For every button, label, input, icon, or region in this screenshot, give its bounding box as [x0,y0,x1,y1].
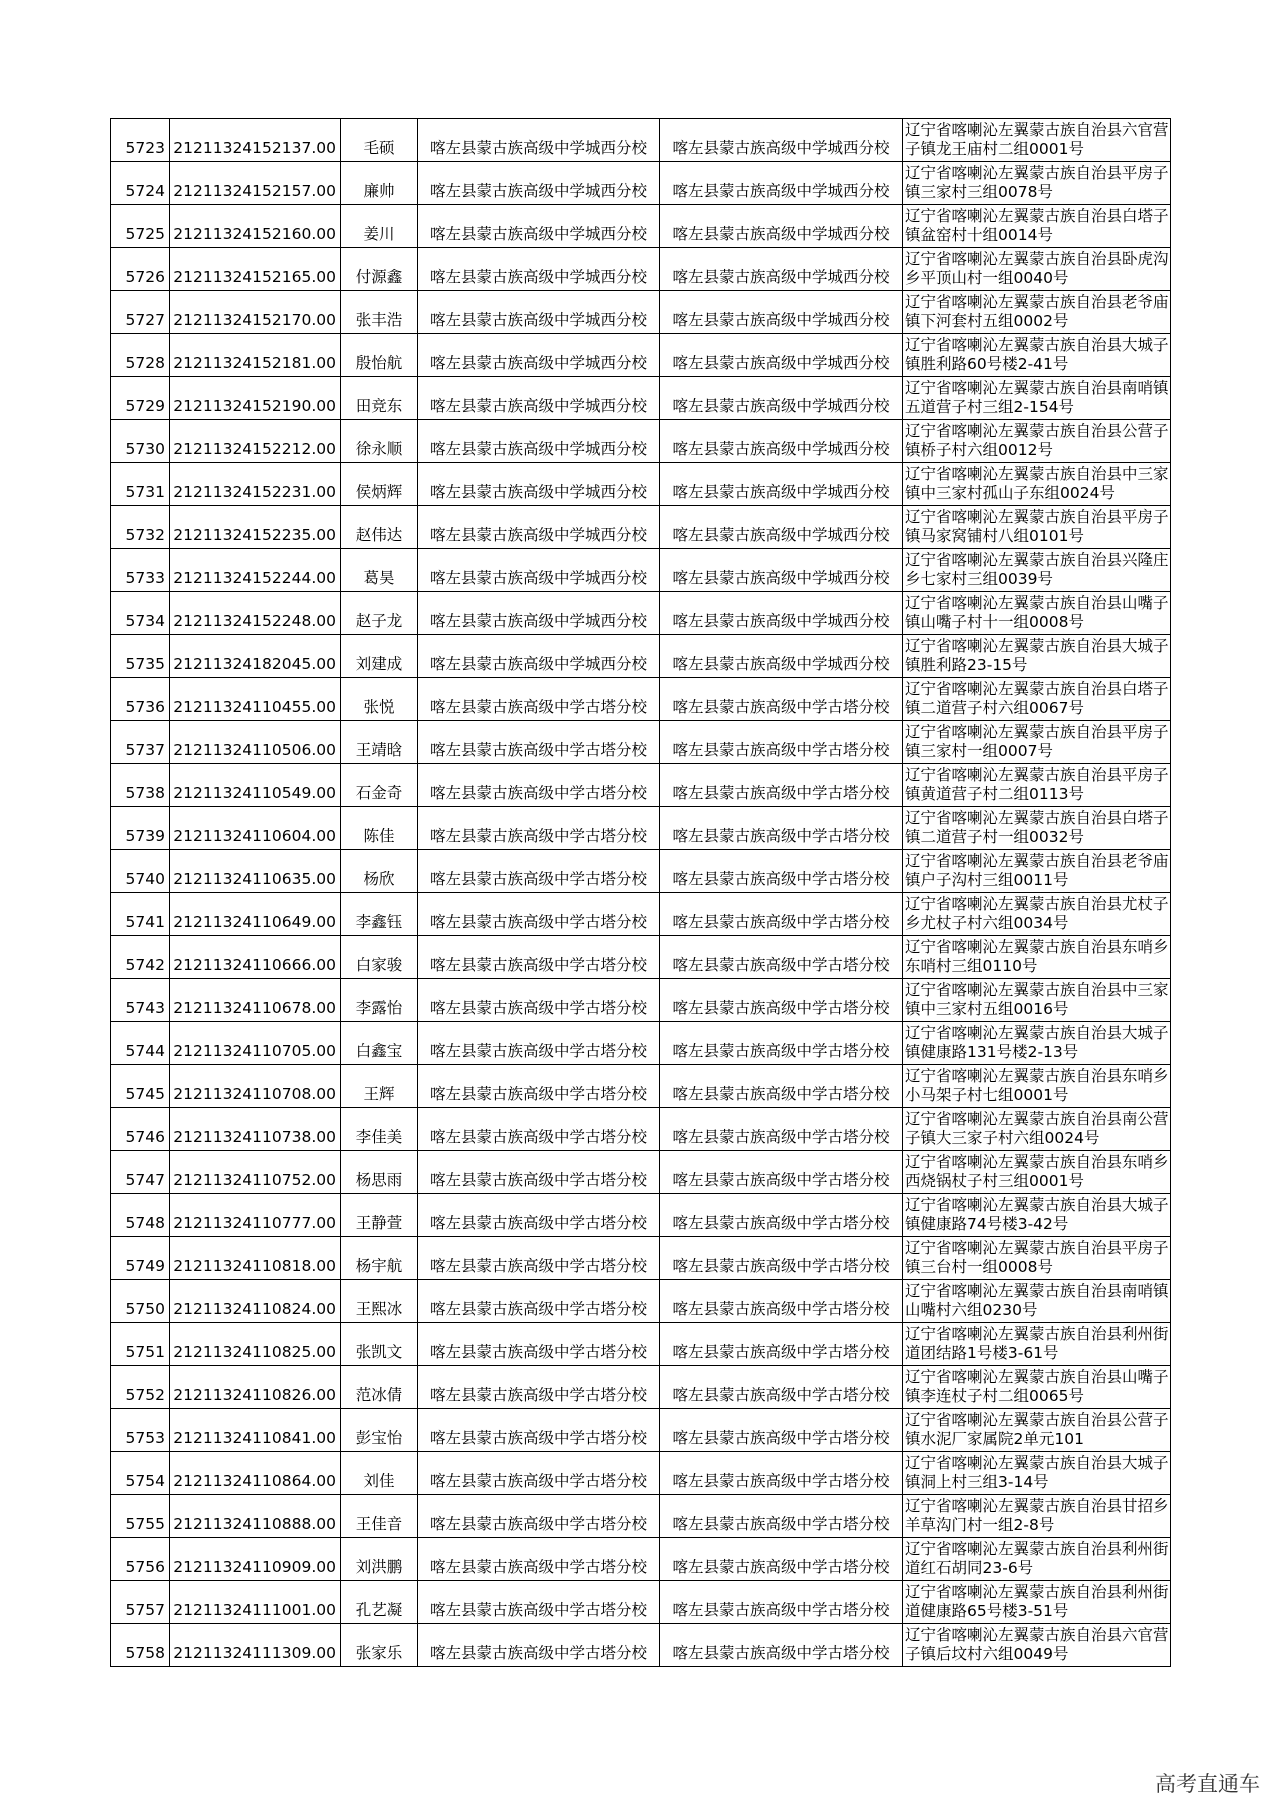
table-row [111,678,1171,721]
admitted-school: 喀左县蒙古族高级中学古塔分校 [660,1624,903,1667]
student-name: 张悦 [341,678,418,721]
home-address: 辽宁省喀喇沁左翼蒙古族自治县平房子镇三台村一组0008号 [903,1237,1171,1280]
table-row [111,592,1171,635]
exam-id: 21211324110604.00 [170,807,341,850]
student-name: 石金奇 [341,764,418,807]
row-number: 5758 [111,1624,170,1667]
admitted-school: 喀左县蒙古族高级中学古塔分校 [660,721,903,764]
school-name: 喀左县蒙古族高级中学古塔分校 [418,764,660,807]
admitted-school: 喀左县蒙古族高级中学城西分校 [660,463,903,506]
admitted-school: 喀左县蒙古族高级中学城西分校 [660,506,903,549]
row-number: 5756 [111,1538,170,1581]
school-name: 喀左县蒙古族高级中学古塔分校 [418,1323,660,1366]
exam-id: 21211324110777.00 [170,1194,341,1237]
table-row [111,549,1171,592]
exam-id: 21211324110506.00 [170,721,341,764]
home-address: 辽宁省喀喇沁左翼蒙古族自治县大城子镇胜利路23-15号 [903,635,1171,678]
exam-id: 21211324152160.00 [170,205,341,248]
student-name: 侯炳辉 [341,463,418,506]
watermark: 高考直通车 [1155,1772,1260,1796]
row-number: 5728 [111,334,170,377]
table-row [111,1538,1171,1581]
row-number: 5727 [111,291,170,334]
row-number: 5753 [111,1409,170,1452]
school-name: 喀左县蒙古族高级中学城西分校 [418,592,660,635]
exam-id: 21211324110705.00 [170,1022,341,1065]
home-address: 辽宁省喀喇沁左翼蒙古族自治县平房子镇马家窝铺村八组0101号 [903,506,1171,549]
student-name: 刘洪鹏 [341,1538,418,1581]
row-number: 5751 [111,1323,170,1366]
school-name: 喀左县蒙古族高级中学古塔分校 [418,1624,660,1667]
row-number: 5723 [111,119,170,162]
row-number: 5741 [111,893,170,936]
exam-id: 21211324152165.00 [170,248,341,291]
student-name: 李鑫钰 [341,893,418,936]
exam-id: 21211324152231.00 [170,463,341,506]
home-address: 辽宁省喀喇沁左翼蒙古族自治县平房子镇黄道营子村二组0113号 [903,764,1171,807]
student-name: 李佳美 [341,1108,418,1151]
student-name: 张丰浩 [341,291,418,334]
home-address: 辽宁省喀喇沁左翼蒙古族自治县山嘴子镇山嘴子村十一组0008号 [903,592,1171,635]
admitted-school: 喀左县蒙古族高级中学城西分校 [660,635,903,678]
home-address: 辽宁省喀喇沁左翼蒙古族自治县利州街道团结路1号楼3-61号 [903,1323,1171,1366]
home-address: 辽宁省喀喇沁左翼蒙古族自治县平房子镇三家村一组0007号 [903,721,1171,764]
admitted-school: 喀左县蒙古族高级中学古塔分校 [660,1538,903,1581]
school-name: 喀左县蒙古族高级中学城西分校 [418,162,660,205]
row-number: 5724 [111,162,170,205]
school-name: 喀左县蒙古族高级中学古塔分校 [418,1108,660,1151]
table-row [111,1366,1171,1409]
student-name: 廉帅 [341,162,418,205]
table-row [111,850,1171,893]
table-row [111,979,1171,1022]
admitted-school: 喀左县蒙古族高级中学古塔分校 [660,1366,903,1409]
student-name: 李露怡 [341,979,418,1022]
school-name: 喀左县蒙古族高级中学古塔分校 [418,1409,660,1452]
student-name: 赵子龙 [341,592,418,635]
admitted-school: 喀左县蒙古族高级中学城西分校 [660,119,903,162]
school-name: 喀左县蒙古族高级中学城西分校 [418,205,660,248]
exam-id: 21211324110549.00 [170,764,341,807]
home-address: 辽宁省喀喇沁左翼蒙古族自治县尤杖子乡尤杖子村六组0034号 [903,893,1171,936]
exam-id: 21211324110635.00 [170,850,341,893]
student-name: 徐永顺 [341,420,418,463]
table-row [111,1409,1171,1452]
exam-id: 21211324182045.00 [170,635,341,678]
exam-id: 21211324152248.00 [170,592,341,635]
admitted-school: 喀左县蒙古族高级中学古塔分校 [660,1581,903,1624]
row-number: 5732 [111,506,170,549]
table-row [111,248,1171,291]
student-name: 孔艺凝 [341,1581,418,1624]
school-name: 喀左县蒙古族高级中学古塔分校 [418,1237,660,1280]
school-name: 喀左县蒙古族高级中学古塔分校 [418,1452,660,1495]
admitted-school: 喀左县蒙古族高级中学城西分校 [660,549,903,592]
admitted-school: 喀左县蒙古族高级中学古塔分校 [660,1280,903,1323]
exam-id: 21211324111001.00 [170,1581,341,1624]
exam-id: 21211324110864.00 [170,1452,341,1495]
table-row [111,1022,1171,1065]
student-name: 王靖晗 [341,721,418,764]
home-address: 辽宁省喀喇沁左翼蒙古族自治县公营子镇水泥厂家属院2单元101 [903,1409,1171,1452]
home-address: 辽宁省喀喇沁左翼蒙古族自治县中三家镇中三家村孤山子东组0024号 [903,463,1171,506]
school-name: 喀左县蒙古族高级中学古塔分校 [418,1495,660,1538]
home-address: 辽宁省喀喇沁左翼蒙古族自治县白塔子镇二道营子村一组0032号 [903,807,1171,850]
home-address: 辽宁省喀喇沁左翼蒙古族自治县六官营子镇龙王庙村二组0001号 [903,119,1171,162]
admitted-school: 喀左县蒙古族高级中学古塔分校 [660,936,903,979]
student-name: 付源鑫 [341,248,418,291]
admitted-school: 喀左县蒙古族高级中学城西分校 [660,162,903,205]
home-address: 辽宁省喀喇沁左翼蒙古族自治县中三家镇中三家村五组0016号 [903,979,1171,1022]
admitted-school: 喀左县蒙古族高级中学古塔分校 [660,764,903,807]
table-row [111,893,1171,936]
home-address: 辽宁省喀喇沁左翼蒙古族自治县东哨乡小马架子村七组0001号 [903,1065,1171,1108]
table-row [111,1581,1171,1624]
school-name: 喀左县蒙古族高级中学古塔分校 [418,807,660,850]
table-row [111,721,1171,764]
admitted-school: 喀左县蒙古族高级中学古塔分校 [660,850,903,893]
admitted-school: 喀左县蒙古族高级中学古塔分校 [660,1065,903,1108]
school-name: 喀左县蒙古族高级中学城西分校 [418,506,660,549]
table-row [111,635,1171,678]
table-row [111,1624,1171,1667]
home-address: 辽宁省喀喇沁左翼蒙古族自治县南哨镇五道营子村三组2-154号 [903,377,1171,420]
admitted-school: 喀左县蒙古族高级中学古塔分校 [660,1194,903,1237]
student-name: 毛硕 [341,119,418,162]
home-address: 辽宁省喀喇沁左翼蒙古族自治县卧虎沟乡平顶山村一组0040号 [903,248,1171,291]
table-row [111,1237,1171,1280]
admitted-school: 喀左县蒙古族高级中学古塔分校 [660,1237,903,1280]
school-name: 喀左县蒙古族高级中学古塔分校 [418,1194,660,1237]
home-address: 辽宁省喀喇沁左翼蒙古族自治县南哨镇山嘴村六组0230号 [903,1280,1171,1323]
home-address: 辽宁省喀喇沁左翼蒙古族自治县南公营子镇大三家子村六组0024号 [903,1108,1171,1151]
student-name: 白家骏 [341,936,418,979]
table-row [111,377,1171,420]
exam-id: 21211324111309.00 [170,1624,341,1667]
home-address: 辽宁省喀喇沁左翼蒙古族自治县甘招乡羊草沟门村一组2-8号 [903,1495,1171,1538]
exam-id: 21211324152181.00 [170,334,341,377]
row-number: 5755 [111,1495,170,1538]
student-name: 杨思雨 [341,1151,418,1194]
admitted-school: 喀左县蒙古族高级中学古塔分校 [660,893,903,936]
student-name: 白鑫宝 [341,1022,418,1065]
home-address: 辽宁省喀喇沁左翼蒙古族自治县大城子镇洞上村三组3-14号 [903,1452,1171,1495]
admitted-school: 喀左县蒙古族高级中学古塔分校 [660,1022,903,1065]
student-name: 杨宇航 [341,1237,418,1280]
table-row [111,291,1171,334]
home-address: 辽宁省喀喇沁左翼蒙古族自治县白塔子镇二道营子村六组0067号 [903,678,1171,721]
table-row [111,764,1171,807]
school-name: 喀左县蒙古族高级中学城西分校 [418,549,660,592]
exam-id: 21211324152190.00 [170,377,341,420]
row-number: 5745 [111,1065,170,1108]
exam-id: 21211324110825.00 [170,1323,341,1366]
home-address: 辽宁省喀喇沁左翼蒙古族自治县大城子镇胜利路60号楼2-41号 [903,334,1171,377]
exam-id: 21211324152137.00 [170,119,341,162]
table-row [111,1108,1171,1151]
exam-id: 21211324110649.00 [170,893,341,936]
table-row [111,1452,1171,1495]
table-body [111,119,1171,1667]
student-name: 刘建成 [341,635,418,678]
row-number: 5736 [111,678,170,721]
student-name: 范冰倩 [341,1366,418,1409]
row-number: 5754 [111,1452,170,1495]
table-row [111,1194,1171,1237]
row-number: 5748 [111,1194,170,1237]
exam-id: 21211324152244.00 [170,549,341,592]
student-name: 王佳音 [341,1495,418,1538]
admitted-school: 喀左县蒙古族高级中学古塔分校 [660,807,903,850]
admitted-school: 喀左县蒙古族高级中学城西分校 [660,205,903,248]
row-number: 5738 [111,764,170,807]
exam-id: 21211324152157.00 [170,162,341,205]
exam-id: 21211324110818.00 [170,1237,341,1280]
exam-id: 21211324110678.00 [170,979,341,1022]
school-name: 喀左县蒙古族高级中学城西分校 [418,119,660,162]
school-name: 喀左县蒙古族高级中学古塔分校 [418,1538,660,1581]
row-number: 5730 [111,420,170,463]
school-name: 喀左县蒙古族高级中学城西分校 [418,248,660,291]
admitted-school: 喀左县蒙古族高级中学古塔分校 [660,678,903,721]
row-number: 5731 [111,463,170,506]
school-name: 喀左县蒙古族高级中学古塔分校 [418,850,660,893]
table-row [111,1151,1171,1194]
student-name: 刘佳 [341,1452,418,1495]
student-name: 彭宝怡 [341,1409,418,1452]
home-address: 辽宁省喀喇沁左翼蒙古族自治县利州街道红石胡同23-6号 [903,1538,1171,1581]
admitted-school: 喀左县蒙古族高级中学古塔分校 [660,1495,903,1538]
exam-id: 21211324110826.00 [170,1366,341,1409]
exam-id: 21211324110909.00 [170,1538,341,1581]
school-name: 喀左县蒙古族高级中学古塔分校 [418,1151,660,1194]
table-row [111,463,1171,506]
row-number: 5752 [111,1366,170,1409]
row-number: 5747 [111,1151,170,1194]
school-name: 喀左县蒙古族高级中学城西分校 [418,463,660,506]
table-row [111,334,1171,377]
home-address: 辽宁省喀喇沁左翼蒙古族自治县平房子镇三家村三组0078号 [903,162,1171,205]
exam-id: 21211324110752.00 [170,1151,341,1194]
home-address: 辽宁省喀喇沁左翼蒙古族自治县白塔子镇盆窑村十组0014号 [903,205,1171,248]
school-name: 喀左县蒙古族高级中学城西分校 [418,377,660,420]
admitted-school: 喀左县蒙古族高级中学城西分校 [660,592,903,635]
student-name: 陈佳 [341,807,418,850]
home-address: 辽宁省喀喇沁左翼蒙古族自治县东哨乡东哨村三组0110号 [903,936,1171,979]
exam-id: 21211324110738.00 [170,1108,341,1151]
admitted-school: 喀左县蒙古族高级中学古塔分校 [660,979,903,1022]
school-name: 喀左县蒙古族高级中学古塔分校 [418,893,660,936]
table-row [111,205,1171,248]
exam-id: 21211324110666.00 [170,936,341,979]
student-name: 赵伟达 [341,506,418,549]
home-address: 辽宁省喀喇沁左翼蒙古族自治县兴隆庄乡七家村三组0039号 [903,549,1171,592]
exam-id: 21211324152170.00 [170,291,341,334]
home-address: 辽宁省喀喇沁左翼蒙古族自治县大城子镇健康路131号楼2-13号 [903,1022,1171,1065]
exam-id: 21211324110455.00 [170,678,341,721]
row-number: 5726 [111,248,170,291]
row-number: 5739 [111,807,170,850]
admitted-school: 喀左县蒙古族高级中学城西分校 [660,291,903,334]
school-name: 喀左县蒙古族高级中学古塔分校 [418,979,660,1022]
exam-id: 21211324110841.00 [170,1409,341,1452]
school-name: 喀左县蒙古族高级中学古塔分校 [418,936,660,979]
student-name: 张凯文 [341,1323,418,1366]
row-number: 5743 [111,979,170,1022]
student-name: 杨欣 [341,850,418,893]
row-number: 5734 [111,592,170,635]
table-row [111,1323,1171,1366]
row-number: 5746 [111,1108,170,1151]
school-name: 喀左县蒙古族高级中学古塔分校 [418,1065,660,1108]
enrollment-table [110,118,1171,1667]
student-name: 葛昊 [341,549,418,592]
row-number: 5757 [111,1581,170,1624]
school-name: 喀左县蒙古族高级中学古塔分校 [418,1366,660,1409]
row-number: 5742 [111,936,170,979]
home-address: 辽宁省喀喇沁左翼蒙古族自治县六官营子镇后坟村六组0049号 [903,1624,1171,1667]
home-address: 辽宁省喀喇沁左翼蒙古族自治县山嘴子镇李连杖子村二组0065号 [903,1366,1171,1409]
exam-id: 21211324110824.00 [170,1280,341,1323]
row-number: 5733 [111,549,170,592]
admitted-school: 喀左县蒙古族高级中学古塔分校 [660,1409,903,1452]
home-address: 辽宁省喀喇沁左翼蒙古族自治县公营子镇桥子村六组0012号 [903,420,1171,463]
admitted-school: 喀左县蒙古族高级中学古塔分校 [660,1108,903,1151]
student-name: 王辉 [341,1065,418,1108]
exam-id: 21211324152212.00 [170,420,341,463]
row-number: 5737 [111,721,170,764]
student-name: 王熙冰 [341,1280,418,1323]
exam-id: 21211324152235.00 [170,506,341,549]
admitted-school: 喀左县蒙古族高级中学城西分校 [660,420,903,463]
admitted-school: 喀左县蒙古族高级中学古塔分校 [660,1323,903,1366]
row-number: 5725 [111,205,170,248]
admitted-school: 喀左县蒙古族高级中学城西分校 [660,377,903,420]
school-name: 喀左县蒙古族高级中学古塔分校 [418,721,660,764]
exam-id: 21211324110888.00 [170,1495,341,1538]
table-row [111,1495,1171,1538]
table-row [111,936,1171,979]
admitted-school: 喀左县蒙古族高级中学城西分校 [660,248,903,291]
school-name: 喀左县蒙古族高级中学古塔分校 [418,1022,660,1065]
student-name: 王静萱 [341,1194,418,1237]
row-number: 5749 [111,1237,170,1280]
school-name: 喀左县蒙古族高级中学城西分校 [418,420,660,463]
table-row [111,807,1171,850]
exam-id: 21211324110708.00 [170,1065,341,1108]
table-row [111,1065,1171,1108]
admitted-school: 喀左县蒙古族高级中学城西分校 [660,334,903,377]
school-name: 喀左县蒙古族高级中学古塔分校 [418,678,660,721]
student-name: 张家乐 [341,1624,418,1667]
school-name: 喀左县蒙古族高级中学古塔分校 [418,1280,660,1323]
school-name: 喀左县蒙古族高级中学古塔分校 [418,1581,660,1624]
row-number: 5744 [111,1022,170,1065]
admitted-school: 喀左县蒙古族高级中学古塔分校 [660,1452,903,1495]
table-row [111,506,1171,549]
row-number: 5729 [111,377,170,420]
student-name: 田竞东 [341,377,418,420]
home-address: 辽宁省喀喇沁左翼蒙古族自治县大城子镇健康路74号楼3-42号 [903,1194,1171,1237]
table-row [111,162,1171,205]
row-number: 5735 [111,635,170,678]
table-row [111,1280,1171,1323]
school-name: 喀左县蒙古族高级中学城西分校 [418,291,660,334]
row-number: 5740 [111,850,170,893]
home-address: 辽宁省喀喇沁左翼蒙古族自治县老爷庙镇下河套村五组0002号 [903,291,1171,334]
school-name: 喀左县蒙古族高级中学城西分校 [418,334,660,377]
home-address: 辽宁省喀喇沁左翼蒙古族自治县东哨乡西烧锅杖子村三组0001号 [903,1151,1171,1194]
student-name: 殷怡航 [341,334,418,377]
row-number: 5750 [111,1280,170,1323]
table-row [111,119,1171,162]
table-row [111,420,1171,463]
student-name: 姜川 [341,205,418,248]
admitted-school: 喀左县蒙古族高级中学古塔分校 [660,1151,903,1194]
home-address: 辽宁省喀喇沁左翼蒙古族自治县利州街道健康路65号楼3-51号 [903,1581,1171,1624]
home-address: 辽宁省喀喇沁左翼蒙古族自治县老爷庙镇户子沟村三组0011号 [903,850,1171,893]
school-name: 喀左县蒙古族高级中学城西分校 [418,635,660,678]
